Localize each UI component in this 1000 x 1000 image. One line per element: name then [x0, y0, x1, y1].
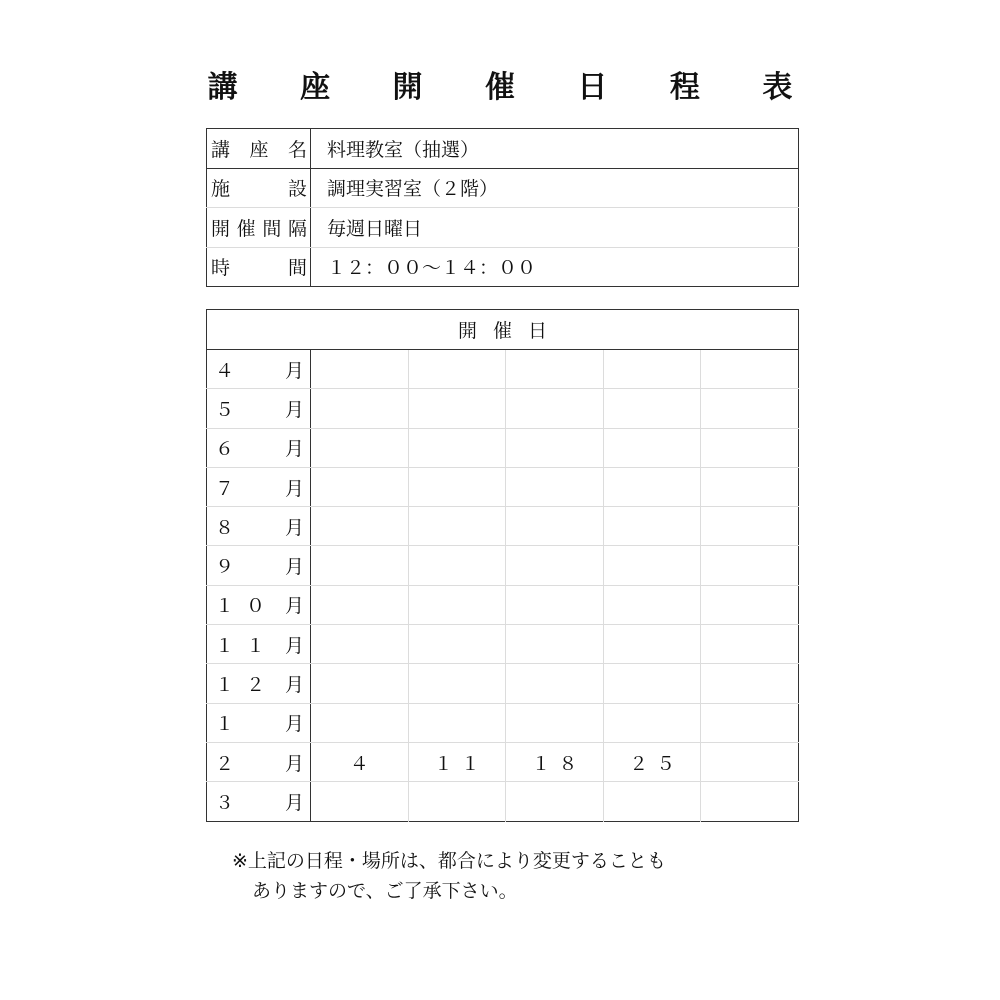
day-cell — [311, 546, 409, 585]
day-cell — [701, 350, 799, 389]
month-number: ６ — [215, 438, 247, 461]
info-label-char: 講 — [211, 138, 231, 161]
day-cell — [408, 507, 506, 546]
day-cell — [311, 467, 409, 506]
notice-line-1: ※上記の日程・場所は、都合により変更することも — [232, 850, 666, 872]
day-cell — [603, 546, 701, 585]
day-cell — [701, 389, 799, 428]
schedule-header: 開催日 — [207, 310, 799, 350]
day-cell — [311, 664, 409, 703]
day-cell — [506, 467, 604, 506]
day-cell: ４ — [311, 742, 409, 781]
month-unit: 月 — [284, 516, 304, 539]
schedule-table — [206, 309, 799, 822]
notice — [232, 846, 666, 906]
month-number: ３ — [215, 791, 247, 814]
day-cell — [311, 625, 409, 664]
day-cell — [603, 507, 701, 546]
month-unit: 月 — [284, 674, 304, 697]
day-cell — [408, 546, 506, 585]
month-cell — [207, 428, 311, 467]
info-value: １２：００〜１４：００ — [327, 257, 537, 280]
info-label — [207, 247, 311, 287]
info-label-char: 間 — [262, 217, 282, 240]
day-cell — [408, 782, 506, 821]
day-cell — [603, 467, 701, 506]
day-cell — [506, 585, 604, 624]
month-cell — [207, 467, 311, 506]
month-cell — [207, 389, 311, 428]
day-cell — [603, 625, 701, 664]
month-row — [207, 625, 799, 664]
info-label-char: 時 — [211, 257, 231, 280]
month-number: ４ — [215, 359, 247, 382]
day-cell — [506, 664, 604, 703]
day-cell — [408, 664, 506, 703]
info-row — [207, 168, 799, 208]
day-cell — [311, 585, 409, 624]
month-unit: 月 — [284, 713, 304, 736]
day-cell — [408, 350, 506, 389]
day-cell — [408, 625, 506, 664]
day-cell — [701, 782, 799, 821]
day-cell — [603, 585, 701, 624]
info-label-char: 開 — [211, 217, 231, 240]
month-unit: 月 — [284, 791, 304, 814]
month-unit: 月 — [284, 595, 304, 618]
day-cell — [506, 389, 604, 428]
day-cell — [506, 703, 604, 742]
month-unit: 月 — [284, 438, 304, 461]
month-cell — [207, 625, 311, 664]
day-cell — [506, 507, 604, 546]
day-cell — [506, 782, 604, 821]
day-cell — [701, 585, 799, 624]
month-row — [207, 664, 799, 703]
month-row — [207, 428, 799, 467]
month-unit: 月 — [284, 752, 304, 775]
day-cell — [603, 428, 701, 467]
info-value: 調理実習室（２階） — [311, 168, 799, 208]
info-label-char: 施 — [211, 178, 231, 201]
month-row — [207, 782, 799, 821]
day-cell — [603, 782, 701, 821]
day-cell — [506, 546, 604, 585]
notice-line-2: ありますので、ご了承下さい。 — [252, 880, 518, 902]
info-label — [207, 129, 311, 169]
course-info-table — [206, 128, 799, 287]
month-row — [207, 389, 799, 428]
month-number: ８ — [215, 516, 247, 539]
month-row — [207, 507, 799, 546]
month-unit: 月 — [284, 477, 304, 500]
month-cell — [207, 585, 311, 624]
month-cell — [207, 782, 311, 821]
month-row — [207, 546, 799, 585]
info-row — [207, 129, 799, 169]
page-title: 講 座 開 催 日 程 表 — [207, 70, 819, 105]
month-row — [207, 742, 799, 781]
day-cell — [506, 428, 604, 467]
day-cell — [603, 389, 701, 428]
info-row — [207, 247, 799, 287]
month-cell — [207, 664, 311, 703]
day-cell — [603, 703, 701, 742]
info-value: 料理教室（抽選） — [311, 129, 799, 169]
info-value: 毎週日曜日 — [311, 208, 799, 248]
info-label-char: 名 — [287, 138, 307, 161]
day-cell — [701, 467, 799, 506]
month-number: １０ — [215, 595, 278, 618]
month-number: ９ — [215, 556, 247, 579]
info-label-char: 催 — [236, 217, 256, 240]
day-cell — [701, 507, 799, 546]
month-cell — [207, 742, 311, 781]
info-label-char: 隔 — [287, 217, 307, 240]
info-label-char: 座 — [249, 138, 269, 161]
day-cell — [311, 703, 409, 742]
month-cell — [207, 703, 311, 742]
day-cell — [311, 350, 409, 389]
day-cell — [506, 625, 604, 664]
month-number: １２ — [215, 674, 278, 697]
day-cell — [408, 428, 506, 467]
day-cell: ２５ — [603, 742, 701, 781]
day-cell — [408, 389, 506, 428]
month-number: １１ — [215, 634, 278, 657]
info-row — [207, 208, 799, 248]
month-row — [207, 703, 799, 742]
day-cell — [311, 782, 409, 821]
day-cell — [603, 350, 701, 389]
day-cell — [701, 625, 799, 664]
day-cell — [311, 389, 409, 428]
month-number: ２ — [215, 752, 247, 775]
month-unit: 月 — [284, 556, 304, 579]
day-cell — [701, 742, 799, 781]
day-cell: １８ — [506, 742, 604, 781]
month-unit: 月 — [284, 634, 304, 657]
month-cell — [207, 546, 311, 585]
info-label-char: 設 — [287, 178, 307, 201]
day-cell — [603, 664, 701, 703]
month-cell — [207, 507, 311, 546]
day-cell — [701, 703, 799, 742]
day-cell — [701, 546, 799, 585]
day-cell — [408, 585, 506, 624]
month-cell — [207, 350, 311, 389]
day-cell — [701, 428, 799, 467]
day-cell — [408, 467, 506, 506]
month-number: ７ — [215, 477, 247, 500]
info-label-char: 間 — [287, 257, 307, 280]
info-label — [207, 208, 311, 248]
day-cell — [311, 428, 409, 467]
month-row — [207, 350, 799, 389]
day-cell — [408, 703, 506, 742]
month-unit: 月 — [284, 359, 304, 382]
day-cell — [506, 350, 604, 389]
month-row — [207, 585, 799, 624]
month-row — [207, 467, 799, 506]
month-unit: 月 — [284, 398, 304, 421]
info-label — [207, 168, 311, 208]
month-number: １ — [215, 713, 247, 736]
day-cell — [311, 507, 409, 546]
day-cell — [701, 664, 799, 703]
month-number: ５ — [215, 398, 247, 421]
day-cell: １１ — [408, 742, 506, 781]
